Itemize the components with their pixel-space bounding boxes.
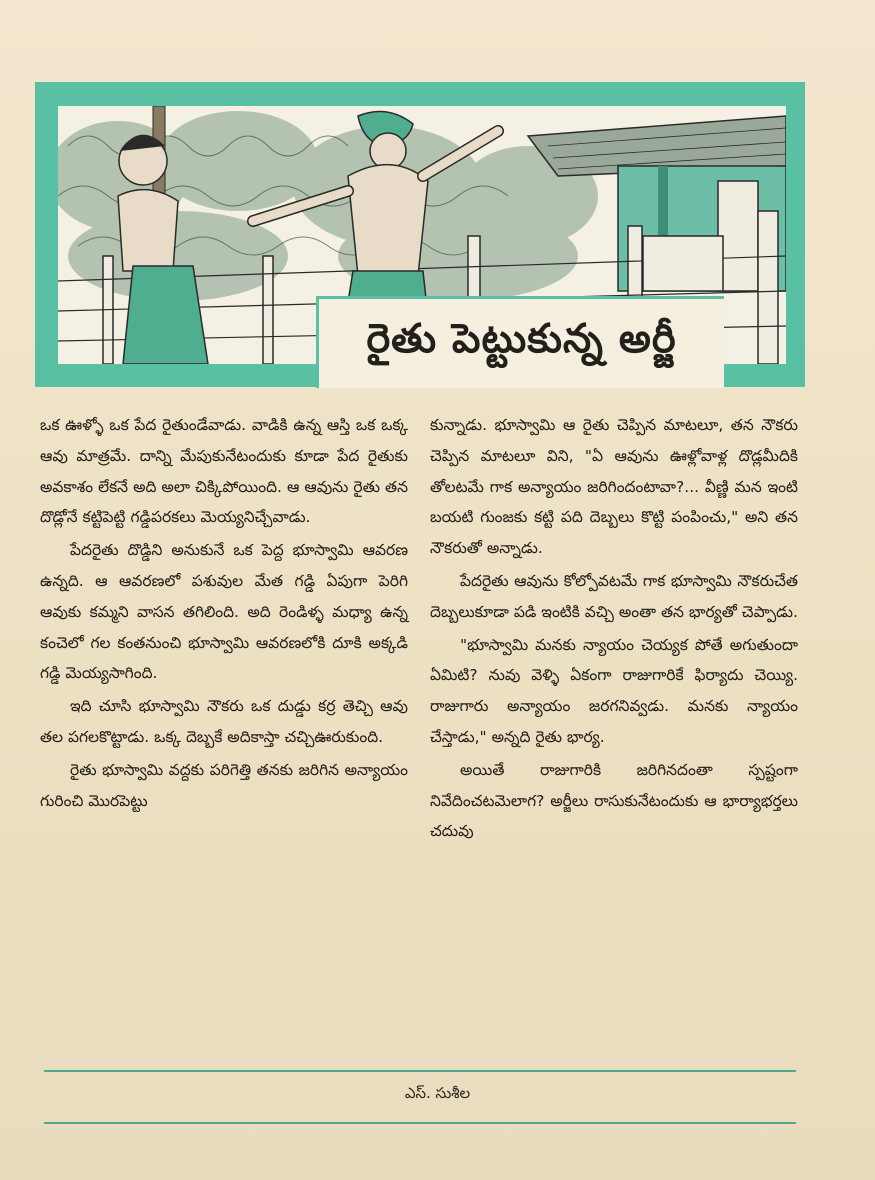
paragraph: రైతు భూస్వామి వద్దకు పరిగెత్తి తనకు జరిగిన అన్యాయం గురించి మొరపెట్టు (40, 760, 408, 810)
paragraph: పేదరైతు ఆవును కోల్పోవటమే గాక భూస్వామి నౌకరుచేత దెబ్బలుకూడా పడి ఇంటికి వచ్చి అంతా తన భార్యతో చెప్పాడు. (430, 571, 798, 621)
right-text-column (430, 410, 798, 849)
title-box (316, 296, 724, 388)
paragraph: అయితే రాజుగారికి జరిగినదంతా స్పష్టంగా నివేదించటమెలాగ? అర్జీలు రాసుకునేటందుకు ఆ భార్యాభర్తలు చదువు (430, 760, 798, 841)
story-title: రైతు పెట్టుకున్న అర్జీ (366, 315, 677, 362)
paragraph: కున్నాడు. భూస్వామి ఆ రైతు చెప్పిన మాటలూ, తన నౌకరు చెప్పిన మాటలూ విని, "ఏ ఆవును ఊళ్లోవాళ్ల దొడ్లమీదికి తోలటమే గాక అన్యాయం జరిగిందంటావా?... వీణ్ణి మన ఇంటి బయటి గుంజకు కట్టి పది దెబ్బలు కొట్టి పంపించు," అని తన నౌకరుతో అన్నాడు. (430, 416, 798, 558)
paragraph: "భూస్వామి మనకు న్యాయం చెయ్యక పోతే అగుతుందా ఏమిటి? నువు వెళ్ళి ఏకంగా రాజుగారికే ఫిర్యాదు చెయ్యి. రాజుగారు అన్యాయం జరగనివ్వడు. మనకు న్యాయం చేస్తాడు," అన్నది రైతు భార్య. (430, 635, 798, 746)
author-name: ఎస్. సుశీల (404, 1084, 471, 1102)
paragraph: పేదరైతు దొడ్డిని అనుకునే ఒక పెద్ద భూస్వామి ఆవరణ ఉన్నది. ఆ ఆవరణలో పశువుల మేత గడ్డి ఏపుగా పెరిగి ఆవుకు కమ్మని వాసన తగిలింది. అది రెండిళ్ళ మధ్యా ఉన్న కంచెలో గల కంతనుంచి భూస్వామి ఆవరణలోకి దూకి అక్కడి గడ్డి మెయ్యసాగింది. (40, 541, 408, 683)
paragraph: ఇది చూసి భూస్వామి నౌకరు ఒక దుడ్డు కర్ర తెచ్చి ఆవు తల పగలకొట్టాడు. ఒక్క దెబ్బకే అదికాస్తా చచ్చిఊరుకుంది. (40, 697, 408, 746)
paragraph: ఒక ఊళ్ళో ఒక పేద రైతుండేవాడు. వాడికి ఉన్న ఆస్తి ఒక ఒక్క ఆవు మాత్రమే. దాన్ని మేపుకునేటందుకు కూడా పేద రైతుకు అవకాశం లేకనే అది అలా చిక్కిపోయింది. ఆ ఆవును రైతు తన దొడ్లోనే కట్టిపెట్టి గడ్డిపరకలు మెయ్యనిచ్చేవాడు. (40, 416, 408, 527)
footer-rule-bottom (44, 1122, 796, 1124)
left-text-column (40, 410, 408, 818)
footer-rule-top (44, 1070, 796, 1072)
